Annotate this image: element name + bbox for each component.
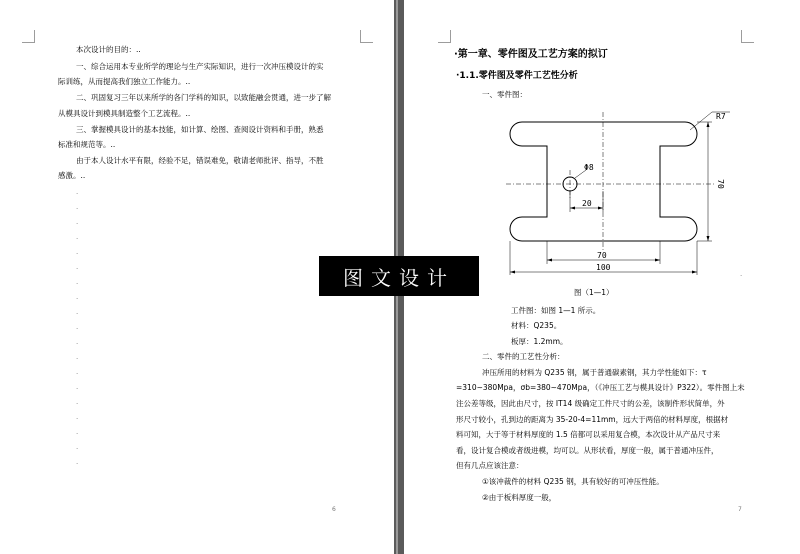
- empty-paragraph-mark: .: [76, 353, 79, 361]
- dim-70-horizontal-label: 70: [597, 251, 607, 260]
- dim-20-label: 20: [582, 199, 592, 208]
- empty-paragraph-mark: .: [76, 308, 79, 316]
- analysis-line: 注公差等级，因此由尺寸，按 IT14 级确定工件尺寸的公差，该制件形状简单，外: [456, 399, 725, 408]
- part-drawing: [500, 100, 750, 275]
- part-info-line: 材料：Q235。: [511, 321, 562, 330]
- empty-paragraph-mark: .: [76, 203, 79, 211]
- paragraph-mark: .: [740, 270, 743, 278]
- empty-paragraph-mark: .: [76, 338, 79, 346]
- empty-paragraph-mark: .: [76, 458, 79, 466]
- paragraph: 际训练，从而提高我们独立工作能力。..: [58, 77, 191, 86]
- page-corner-mark: [22, 30, 35, 43]
- empty-paragraph-mark: .: [76, 368, 79, 376]
- part-info-line: 工件图：如图 1—1 所示。: [511, 306, 601, 315]
- paragraph: 标准和规范等。..: [58, 140, 116, 149]
- subheading: 一、零件图：: [482, 90, 527, 99]
- empty-paragraph-mark: .: [76, 428, 79, 436]
- page-corner-mark: [438, 30, 451, 43]
- analysis-line: 冲压所用的材料为 Q235 钢，属于普通碳素钢，其力学性能如下：τ: [482, 368, 707, 377]
- note-line: ②由于板料厚度一般，: [482, 493, 557, 502]
- empty-paragraph-mark: .: [76, 218, 79, 226]
- analysis-line: 看，设计复合模或者级进模，均可以。从形状看，厚度一般，属于普通冲压件，: [456, 446, 719, 455]
- paragraph: 本次设计的目的：..: [76, 45, 141, 54]
- paragraph: 一、综合运用本专业所学的理论与生产实际知识，进行一次冲压模设计的实: [76, 62, 324, 71]
- paragraph: 从模具设计到模具制造整个工艺流程。..: [58, 109, 191, 118]
- analysis-line: 但有几点应该注意：: [456, 461, 524, 470]
- chapter-title: ·第一章、零件图及工艺方案的拟订: [454, 49, 608, 60]
- dim-radius-label: R7: [716, 112, 726, 121]
- empty-paragraph-mark: .: [76, 293, 79, 301]
- analysis-line: =310~380Mpa，σb=380~470Mpa，（《冲压工艺与模具设计》P322）。零件图上未: [456, 383, 745, 392]
- page-number: 7: [738, 506, 742, 513]
- empty-paragraph-mark: .: [76, 323, 79, 331]
- figure-caption: 图（1—1）: [574, 288, 614, 297]
- empty-paragraph-mark: .: [76, 443, 79, 451]
- subheading: 二、零件的工艺性分析：: [482, 352, 565, 361]
- paragraph: 由于本人设计水平有限，经验不足，错误难免，敬请老师批评、指导，不胜: [76, 156, 324, 165]
- empty-paragraph-mark: .: [76, 263, 79, 271]
- empty-paragraph-mark: .: [76, 278, 79, 286]
- page-corner-mark: [360, 30, 373, 43]
- dim-100-label: 100: [596, 263, 611, 272]
- dim-hole-label: Φ8: [584, 163, 594, 172]
- empty-paragraph-mark: .: [76, 413, 79, 421]
- empty-paragraph-mark: .: [76, 383, 79, 391]
- paragraph: 感激。..: [58, 171, 86, 180]
- empty-paragraph-mark: .: [76, 188, 79, 196]
- empty-paragraph-mark: .: [76, 398, 79, 406]
- page-corner-mark: [741, 30, 754, 43]
- analysis-line: 形尺寸较小，孔到边的距离为 35-20-4=11mm，远大于两倍的材料厚度，根据材: [456, 415, 729, 424]
- watermark-stamp: 图文设计: [319, 256, 479, 296]
- empty-paragraph-mark: .: [76, 248, 79, 256]
- part-info-line: 板厚：1.2mm。: [511, 337, 568, 346]
- empty-paragraph-mark: .: [76, 233, 79, 241]
- paragraph: 三、掌握模具设计的基本技能，如计算、绘图、查阅设计资料和手册，熟悉: [76, 125, 324, 134]
- paragraph: 二、巩固复习三年以来所学的各门学科的知识，以致能融会贯通，进一步了解: [76, 93, 331, 102]
- page-number: 6: [332, 506, 336, 513]
- analysis-line: 料可知，大于等于材料厚度的 1.5 倍都可以采用复合模，本次设计从产品尺寸来: [456, 430, 721, 439]
- note-line: ①该冲裁件的材料 Q235 钢，具有较好的可冲压性能。: [482, 477, 664, 486]
- section-title: ·1.1.零件图及零件工艺性分析: [456, 71, 578, 81]
- dim-70-vertical-label: 70: [716, 179, 725, 189]
